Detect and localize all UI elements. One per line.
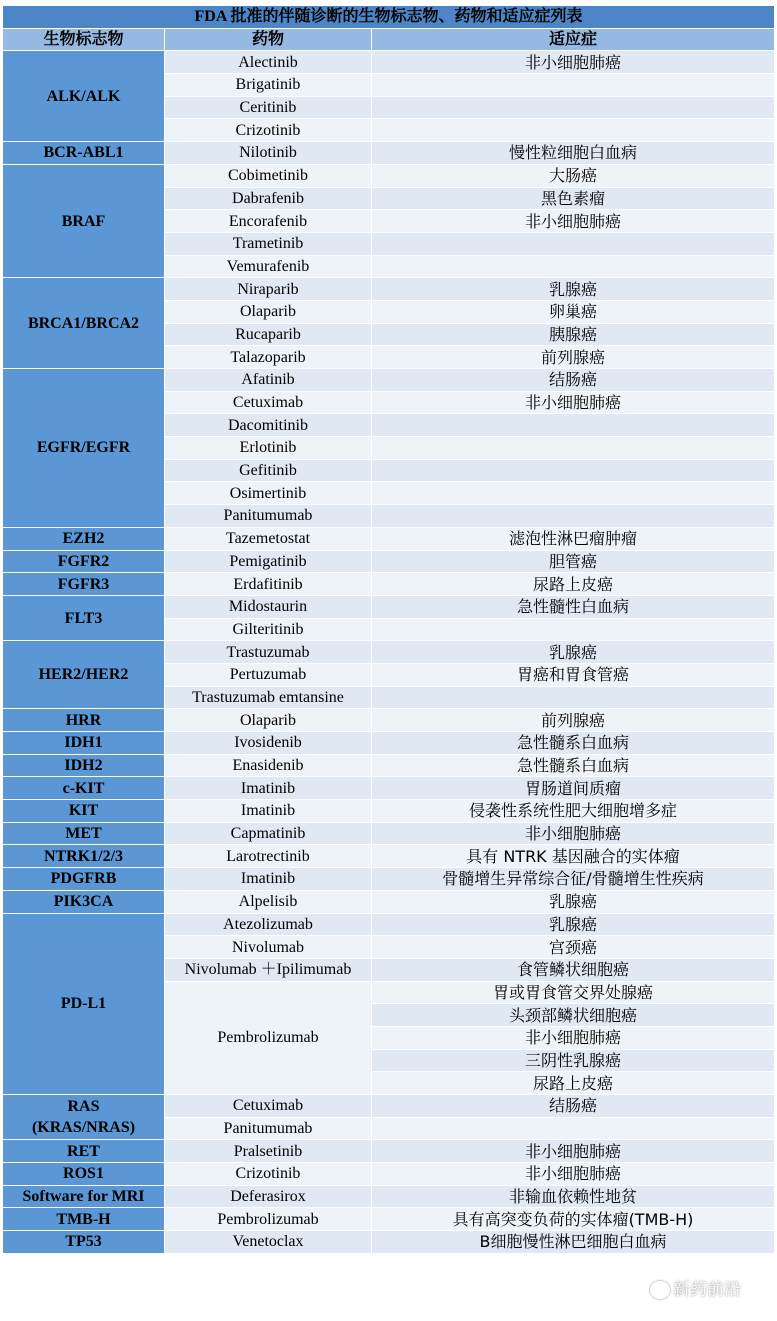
indication-cell — [372, 482, 775, 505]
indication-cell: 三阴性乳腺癌 — [372, 1049, 775, 1072]
drug-cell: Trastuzumab emtansine — [165, 686, 372, 709]
table-row — [3, 369, 775, 392]
drug-cell: Ivosidenib — [165, 732, 372, 755]
drug-cell: Pembrolizumab — [165, 1208, 372, 1231]
watermark-text: 新药前沿 — [673, 1280, 741, 1300]
indication-cell: 尿路上皮癌 — [372, 1072, 775, 1095]
indication-cell — [372, 459, 775, 482]
drug-cell: Rucaparib — [165, 323, 372, 346]
indication-cell: 胃肠道间质瘤 — [372, 777, 775, 800]
drug-cell: Alectinib — [165, 51, 372, 74]
indication-cell: 具有高突变负荷的实体瘤(TMB-H) — [372, 1208, 775, 1231]
indication-cell: 侵袭性系统性肥大细胞增多症 — [372, 800, 775, 823]
biomarker-cell: BRAF — [3, 164, 165, 277]
drug-cell: Larotrectinib — [165, 845, 372, 868]
biomarker-cell: KIT — [3, 800, 165, 823]
table-row — [3, 1095, 775, 1118]
table-row — [3, 709, 775, 732]
biomarker-cell: FGFR2 — [3, 550, 165, 573]
table-row — [3, 1185, 775, 1208]
drug-cell: Imatinib — [165, 800, 372, 823]
drug-cell: Trastuzumab — [165, 641, 372, 664]
biomarker-cell: c-KIT — [3, 777, 165, 800]
indication-cell: 非小细胞肺癌 — [372, 1026, 775, 1049]
drug-cell: Crizotinib — [165, 119, 372, 142]
indication-cell: 具有 NTRK 基因融合的实体瘤 — [372, 845, 775, 868]
drug-cell: Cobimetinib — [165, 164, 372, 187]
indication-cell: B细胞慢性淋巴细胞白血病 — [372, 1231, 775, 1254]
biomarker-cell: BCR-ABL1 — [3, 142, 165, 165]
table-row — [3, 890, 775, 913]
indication-cell: 慢性粒细胞白血病 — [372, 142, 775, 165]
table-row — [3, 51, 775, 74]
indication-cell — [372, 74, 775, 97]
drug-cell: Erdafitinib — [165, 573, 372, 596]
indication-cell: 头颈部鳞状细胞癌 — [372, 1004, 775, 1027]
table-row — [3, 1163, 775, 1186]
indication-cell: 胰腺癌 — [372, 323, 775, 346]
drug-cell: Pertuzumab — [165, 663, 372, 686]
drug-cell: Trametinib — [165, 232, 372, 255]
indication-cell — [372, 1117, 775, 1140]
drug-cell: Midostaurin — [165, 595, 372, 618]
drug-cell: Deferasirox — [165, 1185, 372, 1208]
indication-cell: 乳腺癌 — [372, 278, 775, 301]
drug-cell: Dabrafenib — [165, 187, 372, 210]
indication-cell — [372, 96, 775, 119]
drug-cell: Brigatinib — [165, 74, 372, 97]
drug-cell: Cetuximab — [165, 391, 372, 414]
indication-cell — [372, 618, 775, 641]
indication-cell: 胆管癌 — [372, 550, 775, 573]
indication-cell: 胃癌和胃食管癌 — [372, 663, 775, 686]
drug-cell: Olaparib — [165, 709, 372, 732]
title-row — [3, 6, 775, 29]
biomarker-cell: TMB-H — [3, 1208, 165, 1231]
biomarker-table-container — [2, 5, 774, 1254]
table-row — [3, 845, 775, 868]
indication-cell: 乳腺癌 — [372, 641, 775, 664]
drug-cell: Pemigatinib — [165, 550, 372, 573]
drug-cell: Pralsetinib — [165, 1140, 372, 1163]
biomarker-line: RAS — [67, 1098, 100, 1116]
indication-cell: 胃或胃食管交界处腺癌 — [372, 981, 775, 1004]
drug-cell: Nilotinib — [165, 142, 372, 165]
table-row — [3, 913, 775, 936]
table-row — [3, 777, 775, 800]
drug-cell: Enasidenib — [165, 754, 372, 777]
drug-cell: Pembrolizumab — [165, 981, 372, 1094]
biomarker-cell: BRCA1/BRCA2 — [3, 278, 165, 369]
table-row — [3, 800, 775, 823]
drug-cell: Atezolizumab — [165, 913, 372, 936]
table-row — [3, 1208, 775, 1231]
drug-cell: Talazoparib — [165, 346, 372, 369]
drug-cell: Encorafenib — [165, 210, 372, 233]
table-row — [3, 595, 775, 618]
biomarker-cell: MET — [3, 822, 165, 845]
indication-cell: 骨髓增生异常综合征/骨髓增生性疾病 — [372, 868, 775, 891]
biomarker-cell: PIK3CA — [3, 890, 165, 913]
indication-cell: 乳腺癌 — [372, 913, 775, 936]
table-row — [3, 1140, 775, 1163]
indication-cell: 乳腺癌 — [372, 890, 775, 913]
drug-cell: Nivolumab — [165, 936, 372, 959]
table-row — [3, 527, 775, 550]
indication-cell: 卵巢癌 — [372, 300, 775, 323]
table-row — [3, 1231, 775, 1254]
drug-cell: Gilteritinib — [165, 618, 372, 641]
indication-cell: 前列腺癌 — [372, 709, 775, 732]
indication-cell: 非小细胞肺癌 — [372, 210, 775, 233]
indication-cell: 黑色素瘤 — [372, 187, 775, 210]
drug-cell: Olaparib — [165, 300, 372, 323]
biomarker-cell — [3, 1095, 165, 1140]
table-row — [3, 550, 775, 573]
indication-cell — [372, 505, 775, 528]
indication-cell — [372, 414, 775, 437]
indication-cell: 滤泡性淋巴瘤肿瘤 — [372, 527, 775, 550]
table-row — [3, 164, 775, 187]
table-row — [3, 822, 775, 845]
watermark — [650, 1275, 762, 1299]
biomarker-cell: FGFR3 — [3, 573, 165, 596]
header-biomarker: 生物标志物 — [3, 28, 165, 51]
table-row — [3, 732, 775, 755]
biomarker-cell: NTRK1/2/3 — [3, 845, 165, 868]
table-row — [3, 278, 775, 301]
wechat-icon — [650, 1281, 670, 1299]
indication-cell — [372, 255, 775, 278]
drug-cell: Alpelisib — [165, 890, 372, 913]
drug-cell: Tazemetostat — [165, 527, 372, 550]
header-indication: 适应症 — [372, 28, 775, 51]
drug-cell: Venetoclax — [165, 1231, 372, 1254]
table-row — [3, 641, 775, 664]
biomarker-cell: PDGFRB — [3, 868, 165, 891]
header-drug: 药物 — [165, 28, 372, 51]
biomarker-cell: EZH2 — [3, 527, 165, 550]
biomarker-cell: HRR — [3, 709, 165, 732]
table-row — [3, 754, 775, 777]
drug-cell: Nivolumab ＋Ipilimumab — [165, 958, 372, 981]
drug-cell: Capmatinib — [165, 822, 372, 845]
biomarker-cell: EGFR/EGFR — [3, 369, 165, 528]
drug-cell: Panitumumab — [165, 505, 372, 528]
biomarker-cell: FLT3 — [3, 595, 165, 640]
indication-cell: 大肠癌 — [372, 164, 775, 187]
biomarker-table — [2, 5, 775, 1254]
indication-cell — [372, 437, 775, 460]
drug-cell: Afatinib — [165, 369, 372, 392]
indication-cell — [372, 686, 775, 709]
indication-cell: 前列腺癌 — [372, 346, 775, 369]
biomarker-cell: IDH1 — [3, 732, 165, 755]
drug-cell: Osimertinib — [165, 482, 372, 505]
table-row — [3, 868, 775, 891]
biomarker-line: (KRAS/NRAS) — [31, 1119, 136, 1137]
drug-cell: Erlotinib — [165, 437, 372, 460]
biomarker-cell: ROS1 — [3, 1163, 165, 1186]
table-row — [3, 573, 775, 596]
drug-cell: Crizotinib — [165, 1163, 372, 1186]
indication-cell: 非小细胞肺癌 — [372, 1140, 775, 1163]
drug-cell: Imatinib — [165, 868, 372, 891]
biomarker-cell: ALK/ALK — [3, 51, 165, 142]
drug-cell: Niraparib — [165, 278, 372, 301]
indication-cell: 急性髓系白血病 — [372, 754, 775, 777]
indication-cell: 急性髓性白血病 — [372, 595, 775, 618]
biomarker-cell: RET — [3, 1140, 165, 1163]
biomarker-cell: HER2/HER2 — [3, 641, 165, 709]
drug-cell: Vemurafenib — [165, 255, 372, 278]
drug-cell: Cetuximab — [165, 1095, 372, 1118]
indication-cell: 非小细胞肺癌 — [372, 1163, 775, 1186]
indication-cell: 非输血依赖性地贫 — [372, 1185, 775, 1208]
drug-cell: Imatinib — [165, 777, 372, 800]
biomarker-cell: Software for MRI — [3, 1185, 165, 1208]
drug-cell: Ceritinib — [165, 96, 372, 119]
indication-cell: 非小细胞肺癌 — [372, 822, 775, 845]
biomarker-cell: TP53 — [3, 1231, 165, 1254]
drug-cell: Gefitinib — [165, 459, 372, 482]
drug-cell: Dacomitinib — [165, 414, 372, 437]
indication-cell: 非小细胞肺癌 — [372, 51, 775, 74]
indication-cell: 结肠癌 — [372, 1095, 775, 1118]
indication-cell — [372, 119, 775, 142]
indication-cell: 急性髓系白血病 — [372, 732, 775, 755]
indication-cell: 食管鳞状细胞癌 — [372, 958, 775, 981]
indication-cell: 宫颈癌 — [372, 936, 775, 959]
biomarker-cell: IDH2 — [3, 754, 165, 777]
table-row — [3, 142, 775, 165]
indication-cell: 尿路上皮癌 — [372, 573, 775, 596]
indication-cell: 非小细胞肺癌 — [372, 391, 775, 414]
table-body — [3, 6, 775, 1254]
indication-cell: 结肠癌 — [372, 369, 775, 392]
drug-cell: Panitumumab — [165, 1117, 372, 1140]
indication-cell — [372, 232, 775, 255]
table-title: FDA 批准的伴随诊断的生物标志物、药物和适应症列表 — [3, 6, 775, 29]
biomarker-cell: PD-L1 — [3, 913, 165, 1095]
header-row — [3, 28, 775, 51]
